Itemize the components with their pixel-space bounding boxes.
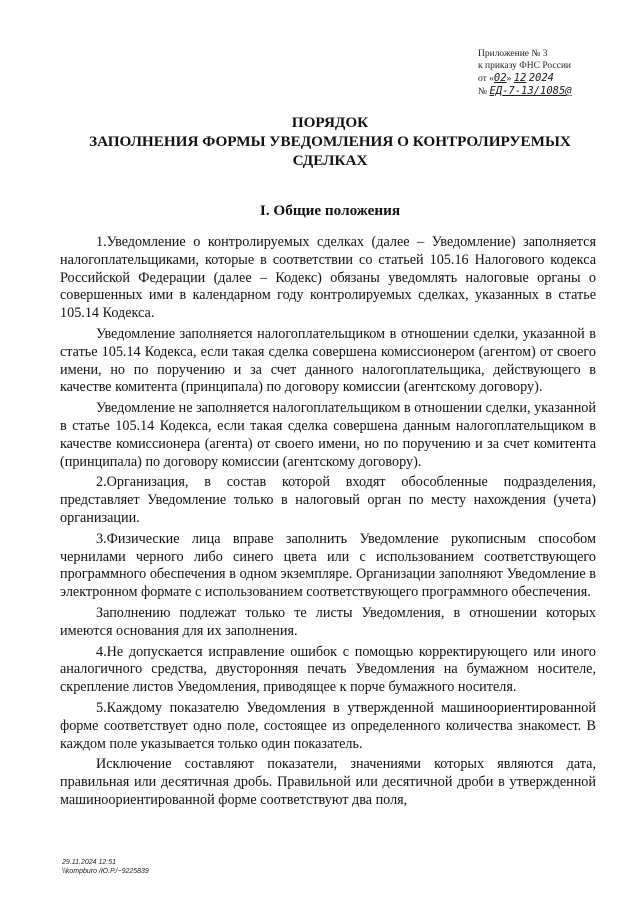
approval-stamp — [478, 48, 628, 98]
footer-timestamp: 29.11.2024 12:51 — [62, 859, 116, 866]
stamp-date-year: 2024 — [528, 72, 555, 84]
title-line-3: СДЕЛКАХ — [292, 152, 368, 169]
stamp-number-line — [478, 85, 628, 98]
title-line-2: ЗАПОЛНЕНИЯ ФОРМЫ УВЕДОМЛЕНИЯ О КОНТРОЛИРУЕМЫХ — [89, 133, 571, 150]
document-body — [60, 234, 596, 813]
stamp-appendix-line: Приложение № 3 — [478, 49, 548, 59]
paragraph: Заполнению подлежат только те листы Уведомления, в отношении которых имеются основания для их заполнения. — [60, 604, 596, 639]
paragraph: 3.Физические лица вправе заполнить Уведомление рукописным способом чернилами черного либо синего цвета или с использованием соответствующего программного обеспечения в одном экземпляре. Организации заполняют Уведомление в электронном формате с использованием соответствующего программного обеспечения. — [60, 530, 596, 601]
document-title — [60, 113, 600, 170]
stamp-date-prefix: от « — [478, 74, 494, 84]
footer-signature: \\kompburo /Ю.Р./~9225839 — [62, 868, 149, 875]
paragraph: 4.Не допускается исправление ошибок с помощью корректирующего или иного аналогичного средства, двусторонняя печать Уведомления на бумажном носителе, скрепление листов Уведомления, приводящее к порче бумажного носителя. — [60, 643, 596, 696]
section-heading: I. Общие положения — [259, 202, 401, 219]
stamp-number-prefix: № — [478, 87, 490, 97]
paragraph: 1.Уведомление о контролируемых сделках (далее – Уведомление) заполняется налогоплательщиками, которые в соответствии со статьей 105.16 Налогового кодекса Российской Федерации (далее – Кодекс) обязаны уведомлять налоговые органы о совершенных ими в календарном году контролируемых сделках, указанных в статье 105.14 Кодекса. — [60, 234, 596, 322]
paragraph: 2.Организация, в состав которой входят обособленные подразделения, представляет Уведомление только в налоговый орган по месту нахождения (учета) организации. — [60, 474, 596, 526]
stamp-date-line — [478, 72, 628, 85]
paragraph: Исключение составляют показатели, значениями которых являются дата, правильная или десятичная дробь. Правильной или десятичной дроби в утвержденной машиноориентированной форме соответствуют два поля, — [60, 756, 596, 808]
stamp-date-day: 02 — [493, 72, 507, 84]
footer-metadata — [62, 858, 149, 876]
stamp-number-value: ЕД-7-13/1085@ — [489, 85, 572, 97]
stamp-date-month: 12 — [513, 72, 527, 84]
paragraph: Уведомление не заполняется налогоплательщиком в отношении сделки, указанной в статье 105.14 Кодекса, если такая сделка совершена данным налогоплательщиком в качестве комиссионера (агента) от своего имени, но по поручению и за счет комитента (принципала) по договору комиссии (агентскому договору). — [60, 400, 596, 470]
stamp-date-mid: » — [506, 74, 514, 84]
paragraph: 5.Каждому показателю Уведомления в утвержденной машиноориентированной форме соответствует одно поле, состоящее из определенного количества знакомест. В каждом поле указывается только один показатель. — [60, 699, 596, 752]
paragraph: Уведомление заполняется налогоплательщиком в отношении сделки, указанной в статье 105.14 Кодекса, если такая сделка совершена комиссионером (агентом) от своего имени, но по поручению и за счет данного налогоплательщика, действующего в качестве комитента (принципала) по договору комиссии (агентскому договору). — [60, 325, 596, 396]
title-line-1: ПОРЯДОК — [291, 114, 369, 131]
stamp-order-line: к приказу ФНС России — [478, 61, 571, 71]
